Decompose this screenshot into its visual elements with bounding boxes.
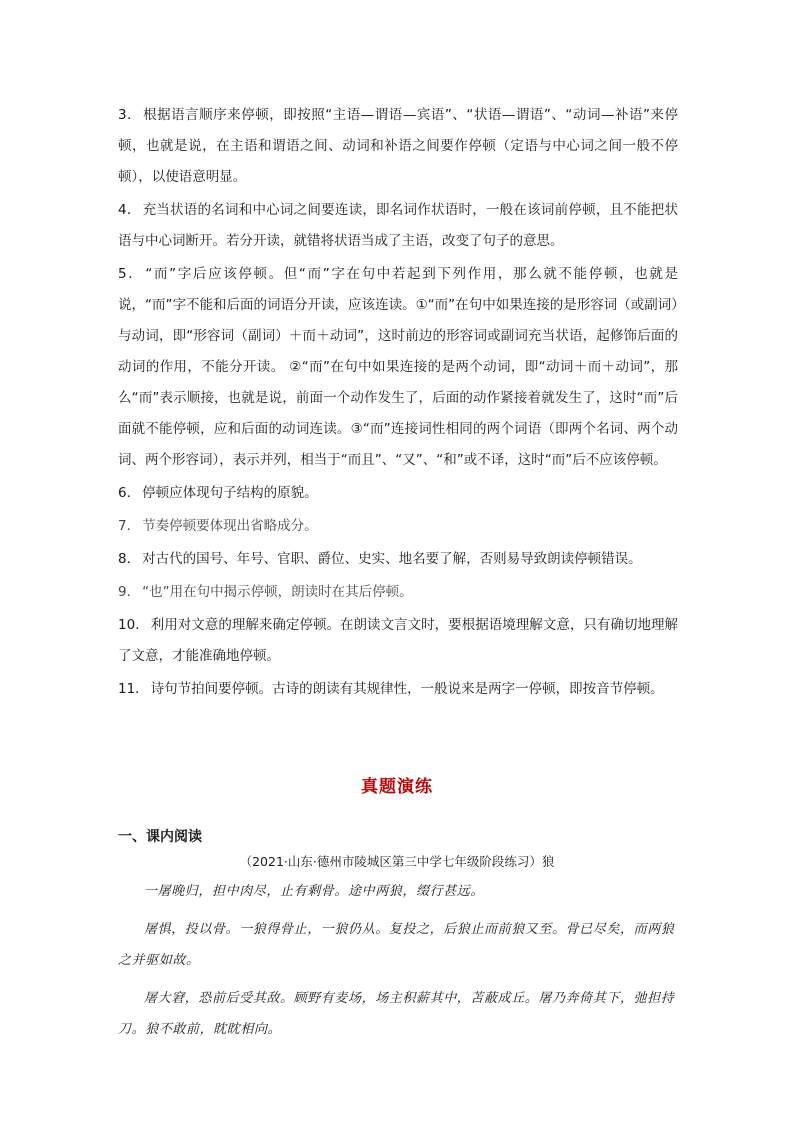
- rule-text: 对古代的国号、年号、官职、爵位、史实、地名要了解，否则易导致朗读停顿错误。: [142, 551, 642, 567]
- rule-number: 11．: [118, 681, 149, 697]
- rule-text: “而”字后应该停顿。但“而”字在句中若起到下列作用，那么就不能停顿，也就是说，“而”字不能和后面的词语分开读，应该连读。①“而”在句中如果连接的是形容词（或副词）与动词，即“形容词（副词）＋而＋动词”，这时前边的形容词或副词充当状语，起修饰后面的动词的作用，不能分开读。 ②“而”在句中如果连接的是两个动词，即“动词＋而＋动词”，那么“而”表示顺接，也就是说，前面一个动作发生了，后面的动作紧接着就发生了，这时“而”后面就不能停顿，应和后面的动词连读。③“而”连接词性相同的两个词语（即两个名词、两个动词、两个形容词），表示并列，相当于“而且”、“又”、“和”或不译，这时“而”后不应该停顿。: [118, 266, 678, 468]
- rule-item: [118, 478, 678, 509]
- rule-item: [118, 511, 678, 542]
- rule-number: 9．: [118, 584, 141, 600]
- passage-paragraph: 屠惧，投以骨。一狼得骨止，一狼仍从。复投之，后狼止而前狼又至。骨已尽矣，而两狼之并驱如故。: [118, 922, 675, 968]
- question-source: （2021·山东·德州市陵城区第三中学七年级阶段练习）狼: [239, 854, 555, 869]
- rule-text: 充当状语的名词和中心词之间要连读，即名词作状语时，一般在该词前停顿，且不能把状语与中心词断开。若分开读，就错将状语当成了主语，改变了句子的意思。: [118, 202, 678, 249]
- reading-passage: [118, 876, 678, 1052]
- rule-item: [118, 577, 678, 608]
- rule-number: 5．: [118, 266, 144, 282]
- pause-rules-list: [118, 100, 678, 707]
- rule-number: 3．: [118, 107, 142, 123]
- passage-paragraph: 一屠晚归，担中肉尽，止有剩骨。途中两狼，缀行甚远。: [144, 884, 485, 899]
- rule-number: 7．: [118, 518, 141, 534]
- rule-item: [118, 259, 678, 476]
- rule-item: [118, 195, 678, 257]
- rule-item: [118, 544, 678, 575]
- rule-number: 10．: [118, 617, 149, 633]
- rule-number: 6．: [118, 485, 141, 501]
- rule-text: 利用对文意的理解来确定停顿。在朗读文言文时，要根据语境理解文意，只有确切地理解了文意，才能准确地停顿。: [118, 617, 679, 664]
- rule-item: [118, 674, 678, 705]
- passage-paragraph: 屠大窘，恐前后受其敌。顾野有麦场，场主积薪其中，苫蔽成丘。屠乃奔倚其下，弛担持刀。狼不敢前，眈眈相向。: [118, 991, 675, 1037]
- rule-item: [118, 610, 678, 672]
- rule-text: “也”用在句中揭示停顿，朗读时在其后停顿。: [142, 584, 413, 600]
- rule-item: [118, 100, 678, 193]
- rule-text: 节奏停顿要体现出省略成分。: [142, 518, 318, 534]
- rule-number: 4．: [118, 202, 141, 218]
- rule-text: 停顿应体现句子结构的原貌。: [142, 485, 318, 501]
- rule-text: 诗句节拍间要停顿。古诗的朗读有其规律性，一般说来是两字一停顿，即按音节停顿。: [150, 681, 664, 697]
- rule-text: 根据语言顺序来停顿，即按照“主语—谓语—宾语”、“状语—谓语”、“动词—补语”来停顿，也就是说，在主语和谓语之间、动词和补语之间要作停顿（定语与中心词之间一般不停顿），以使语意明显。: [118, 107, 679, 185]
- rule-number: 8．: [118, 551, 141, 567]
- part-heading: 一、课内阅读: [118, 829, 202, 845]
- section-title: 真题演练: [361, 777, 433, 797]
